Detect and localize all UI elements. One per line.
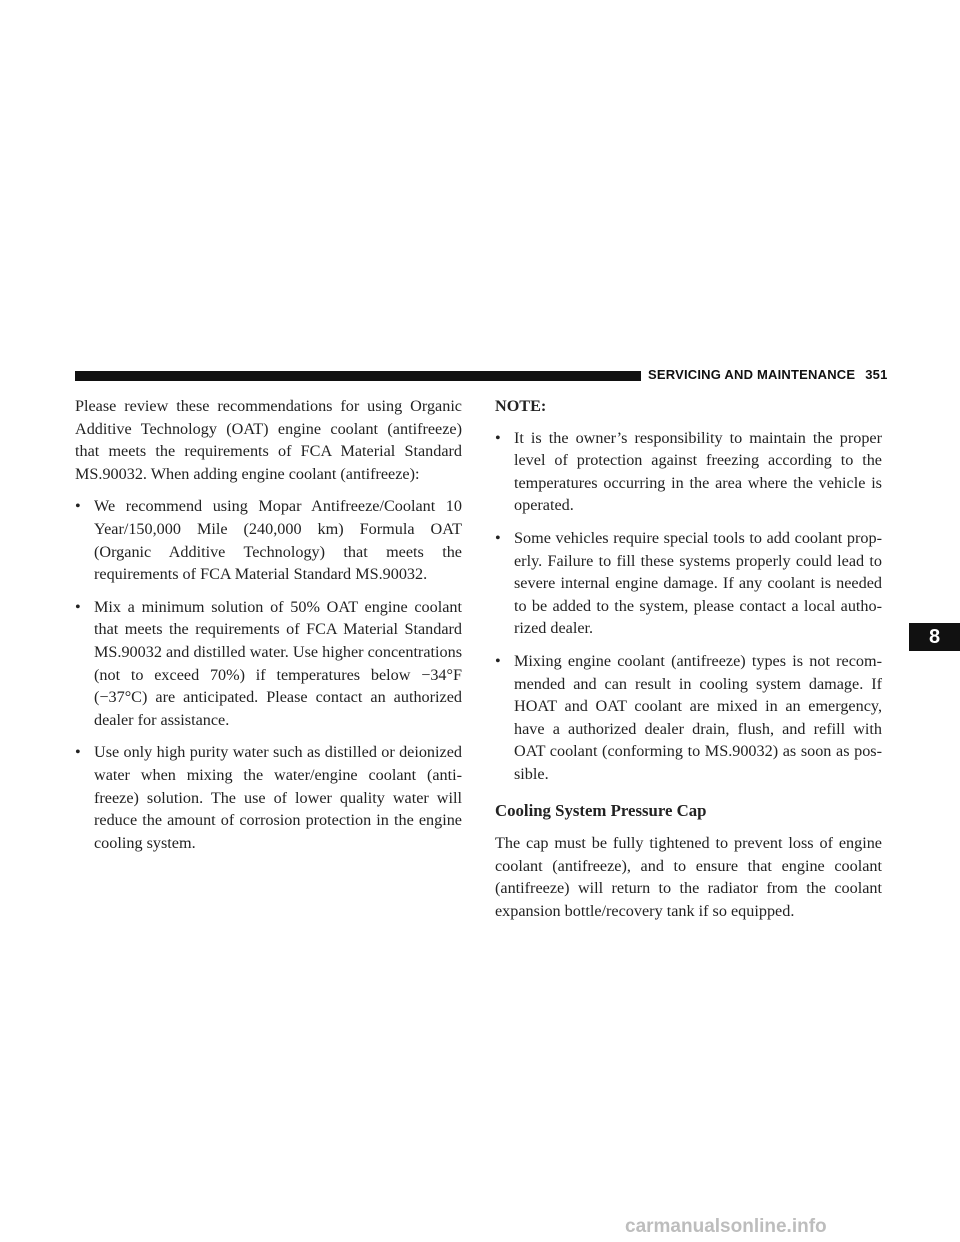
- list-item: [495, 650, 882, 786]
- list-item-text: Some vehicles require special tools to add coolant prop-erly. Failure to fill these systems properly could lead to severe internal engine damage. If any coolant is needed to be added to the system, please contact a local autho-rized dealer.: [514, 528, 882, 638]
- bullet-icon: •: [495, 428, 501, 447]
- bullet-icon: •: [75, 597, 81, 616]
- recommendation-list: [75, 495, 462, 854]
- left-column: [75, 395, 462, 864]
- intro-paragraph: Please review these recommendations for using Organic Additive Technology (OAT) engine coolant (antifreeze) that meets the requirements of FCA Material Standard MS.90032. When adding engine coolant (antifreeze):: [75, 397, 462, 483]
- list-item: [75, 495, 462, 585]
- list-item-text: Mixing engine coolant (antifreeze) types is not recom-mended and can result in cooling system damage. If HOAT and OAT coolant are mixed in an emergency, have a authorized dealer drain, flush, and refill with OAT coolant (conforming to MS.90032) as soon as pos-sible.: [514, 651, 882, 783]
- list-item: [75, 741, 462, 854]
- note-label: NOTE:: [495, 397, 547, 415]
- list-item-text: Mix a minimum solution of 50% OAT engine coolant that meets the requirements of FCA Material Standard MS.90032 and distilled water. Use higher concentrations (not to exceed 70%) if temperatures below −34°F (−37°C) are anticipated. Please contact an authorized dealer for assistance.: [94, 597, 462, 729]
- list-item-text: We recommend using Mopar Antifreeze/Coolant 10 Year/150,000 Mile (240,000 km) Formula OAT (Organic Additive Technology) that meets the requirements of FCA Material Standard MS.90032.: [94, 497, 462, 584]
- bullet-icon: •: [495, 528, 501, 547]
- section-title: SERVICING AND MAINTENANCE: [648, 367, 856, 382]
- note-list: [495, 427, 882, 786]
- page-number: 351: [865, 367, 888, 382]
- bullet-icon: •: [495, 651, 501, 670]
- chapter-tab: 8: [909, 623, 960, 651]
- bullet-icon: •: [75, 497, 81, 516]
- list-item-text: Use only high purity water such as distilled or deionized water when mixing the water/engine coolant (anti-freeze) solution. The use of lower quality water will reduce the amount of corrosion protection in the engine cooling system.: [94, 743, 462, 852]
- list-item: [75, 596, 462, 732]
- list-item-text: It is the owner’s responsibility to maintain the proper level of protection against freezing according to the temperatures occurring in the area where the vehicle is operated.: [514, 428, 882, 515]
- list-item: [495, 427, 882, 517]
- running-header: [648, 367, 888, 382]
- section-heading: Cooling System Pressure Cap: [495, 800, 707, 820]
- right-column: [495, 395, 882, 922]
- section-body: The cap must be fully tightened to prevent loss of engine coolant (antifreeze), and to ensure that engine coolant (antifreeze) will return to the radiator from the coolant expansion bottle/recovery tank if so equipped.: [495, 834, 882, 920]
- bullet-icon: •: [75, 743, 81, 762]
- list-item: [495, 527, 882, 640]
- watermark: carmanualsonline.info: [625, 1216, 827, 1237]
- header-rule: [75, 371, 641, 381]
